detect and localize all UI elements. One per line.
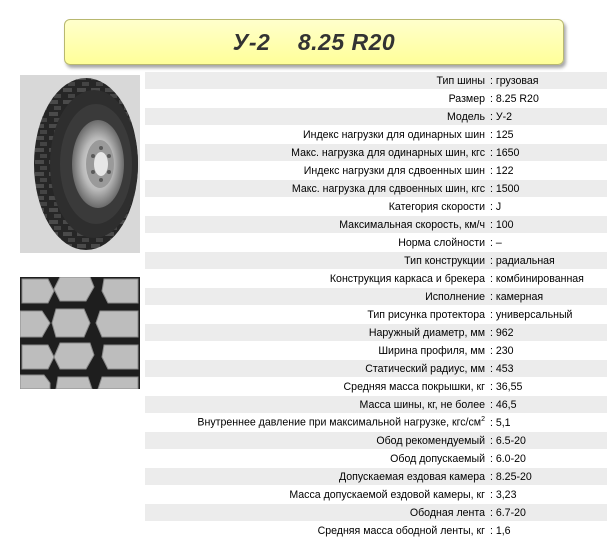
spec-label [145,432,487,450]
spec-label [145,108,487,126]
spec-row [145,414,607,432]
spec-label-superscript: 2 [481,416,485,424]
spec-row [145,252,607,270]
specs-table [145,72,607,540]
spec-value-text: 3,23 [495,488,517,501]
spec-label [145,324,487,342]
spec-separator: : [487,218,496,231]
spec-label-text: Допускаемая ездовая камера [338,470,485,483]
spec-label [145,198,487,216]
spec-row [145,432,607,450]
spec-separator: : [487,416,496,429]
spec-value-text: 122 [495,164,514,177]
spec-value-text: 8.25 R20 [495,92,539,105]
spec-label-text: Модель [446,110,485,123]
spec-separator: : [487,452,496,465]
spec-separator: : [487,524,496,537]
spec-value-text: 5,1 [495,416,511,429]
spec-label [145,162,487,180]
spec-label [145,180,487,198]
spec-label [145,414,487,432]
spec-separator: : [487,488,496,501]
spec-row [145,396,607,414]
spec-value [487,306,607,324]
spec-label [145,234,487,252]
spec-label [145,504,487,522]
spec-separator: : [487,326,496,339]
spec-value-text: – [495,236,502,249]
spec-value [487,198,607,216]
spec-row [145,504,607,522]
spec-row [145,468,607,486]
spec-separator: : [487,398,496,411]
spec-label [145,468,487,486]
spec-label-text: Ободная лента [409,506,485,519]
spec-label-text: Исполнение [425,290,485,303]
spec-value [487,396,607,414]
spec-row [145,486,607,504]
spec-row [145,90,607,108]
spec-separator: : [487,254,496,267]
spec-value-text: У-2 [495,110,512,123]
spec-value [487,162,607,180]
spec-value-text: 453 [495,362,514,375]
spec-separator: : [487,470,496,483]
spec-label [145,72,487,90]
spec-separator: : [487,92,496,105]
spec-row [145,522,607,540]
spec-separator: : [487,236,496,249]
spec-label-text: Максимальная скорость, км/ч [339,218,485,231]
spec-value [487,414,607,432]
spec-separator: : [487,110,496,123]
spec-value-text: 230 [495,344,514,357]
spec-label [145,396,487,414]
spec-label-text: Внутреннее давление при максимальной нагрузке, кгс/см [197,416,482,429]
spec-value [487,108,607,126]
spec-value [487,270,607,288]
spec-value [487,126,607,144]
spec-value-text: камерная [495,290,544,303]
spec-value [487,288,607,306]
spec-label-text: Обод рекомендуемый [376,434,485,447]
spec-label-text: Макс. нагрузка для одинарных шин, кгс [291,146,485,159]
spec-value [487,522,607,540]
spec-value [487,90,607,108]
spec-row [145,342,607,360]
spec-row [145,234,607,252]
spec-separator: : [487,74,496,87]
spec-label [145,126,487,144]
spec-value-text: 8.25-20 [495,470,532,483]
spec-row [145,198,607,216]
spec-label [145,378,487,396]
spec-separator: : [487,434,496,447]
spec-value [487,360,607,378]
title-banner [64,19,564,65]
spec-value-text: 100 [495,218,514,231]
spec-separator: : [487,344,496,357]
spec-separator: : [487,272,496,285]
spec-separator: : [487,128,496,141]
spec-value-text: 962 [495,326,514,339]
spec-value-text: 6.0-20 [495,452,526,465]
spec-label [145,144,487,162]
spec-separator: : [487,146,496,159]
spec-row [145,378,607,396]
spec-separator: : [487,164,496,177]
spec-label-text: Индекс нагрузки для сдвоенных шин [303,164,485,177]
spec-label-text: Статический радиус, мм [365,362,485,375]
spec-value-text: радиальная [495,254,555,267]
spec-row [145,180,607,198]
spec-label-text: Средняя масса покрышки, кг [343,380,485,393]
spec-label-text: Норма слойности [398,236,485,249]
spec-label-text: Ширина профиля, мм [378,344,485,357]
spec-label [145,270,487,288]
spec-value [487,252,607,270]
spec-label-text: Макс. нагрузка для сдвоенных шин, кгс [291,182,485,195]
spec-label [145,288,487,306]
spec-separator: : [487,182,496,195]
page-title: У-2 8.25 R20 [232,28,396,55]
tread-illustration [20,277,140,389]
spec-value [487,378,607,396]
spec-value [487,144,607,162]
spec-separator: : [487,380,496,393]
spec-label-text: Масса шины, кг, не более [359,398,485,411]
spec-row [145,288,607,306]
spec-value [487,324,607,342]
spec-label [145,450,487,468]
spec-label-text: Размер [448,92,485,105]
spec-separator: : [487,308,496,321]
spec-value [487,432,607,450]
spec-value [487,468,607,486]
spec-value-text: универсальный [495,308,573,321]
spec-value-text: 1500 [495,182,520,195]
spec-value-text: J [495,200,502,213]
spec-label-text: Конструкция каркаса и брекера [329,272,485,285]
spec-label-text: Тип рисунка протектора [367,308,485,321]
spec-row [145,324,607,342]
spec-row [145,108,607,126]
spec-row [145,450,607,468]
spec-value [487,450,607,468]
spec-value [487,216,607,234]
spec-separator: : [487,362,496,375]
spec-label [145,342,487,360]
spec-label-text: Наружный диаметр, мм [368,326,485,339]
spec-separator: : [487,506,496,519]
tire-illustration [20,75,140,253]
spec-value [487,504,607,522]
spec-separator: : [487,290,496,303]
spec-value-text: 1650 [495,146,520,159]
spec-row [145,162,607,180]
spec-value-text: 125 [495,128,514,141]
spec-label-text: Тип конструкции [404,254,485,267]
spec-row [145,216,607,234]
spec-label [145,306,487,324]
spec-label [145,216,487,234]
spec-value [487,180,607,198]
spec-value-text: комбинированная [495,272,584,285]
spec-value [487,234,607,252]
spec-label-text: Обод допускаемый [390,452,485,465]
spec-value-text: 6.7-20 [495,506,526,519]
spec-label-text: Тип шины [436,74,485,87]
tread-pattern-photo [20,277,140,389]
spec-label [145,486,487,504]
spec-label [145,252,487,270]
spec-value [487,72,607,90]
spec-label [145,360,487,378]
tire-photo [20,75,140,253]
spec-label [145,522,487,540]
spec-row [145,306,607,324]
spec-value-text: грузовая [495,74,539,87]
spec-label [145,90,487,108]
spec-value-text: 36,55 [495,380,523,393]
spec-separator: : [487,200,496,213]
spec-row [145,126,607,144]
spec-value-text: 1,6 [495,524,511,537]
spec-value [487,486,607,504]
spec-value-text: 6.5-20 [495,434,526,447]
spec-label-text: Категория скорости [388,200,485,213]
spec-value [487,342,607,360]
spec-label-text: Средняя масса ободной ленты, кг [317,524,485,537]
spec-row [145,144,607,162]
spec-row [145,270,607,288]
spec-value-text: 46,5 [495,398,517,411]
spec-label-text: Масса допускаемой ездовой камеры, кг [289,488,485,501]
spec-label-text: Индекс нагрузки для одинарных шин [303,128,485,141]
spec-row [145,72,607,90]
spec-row [145,360,607,378]
